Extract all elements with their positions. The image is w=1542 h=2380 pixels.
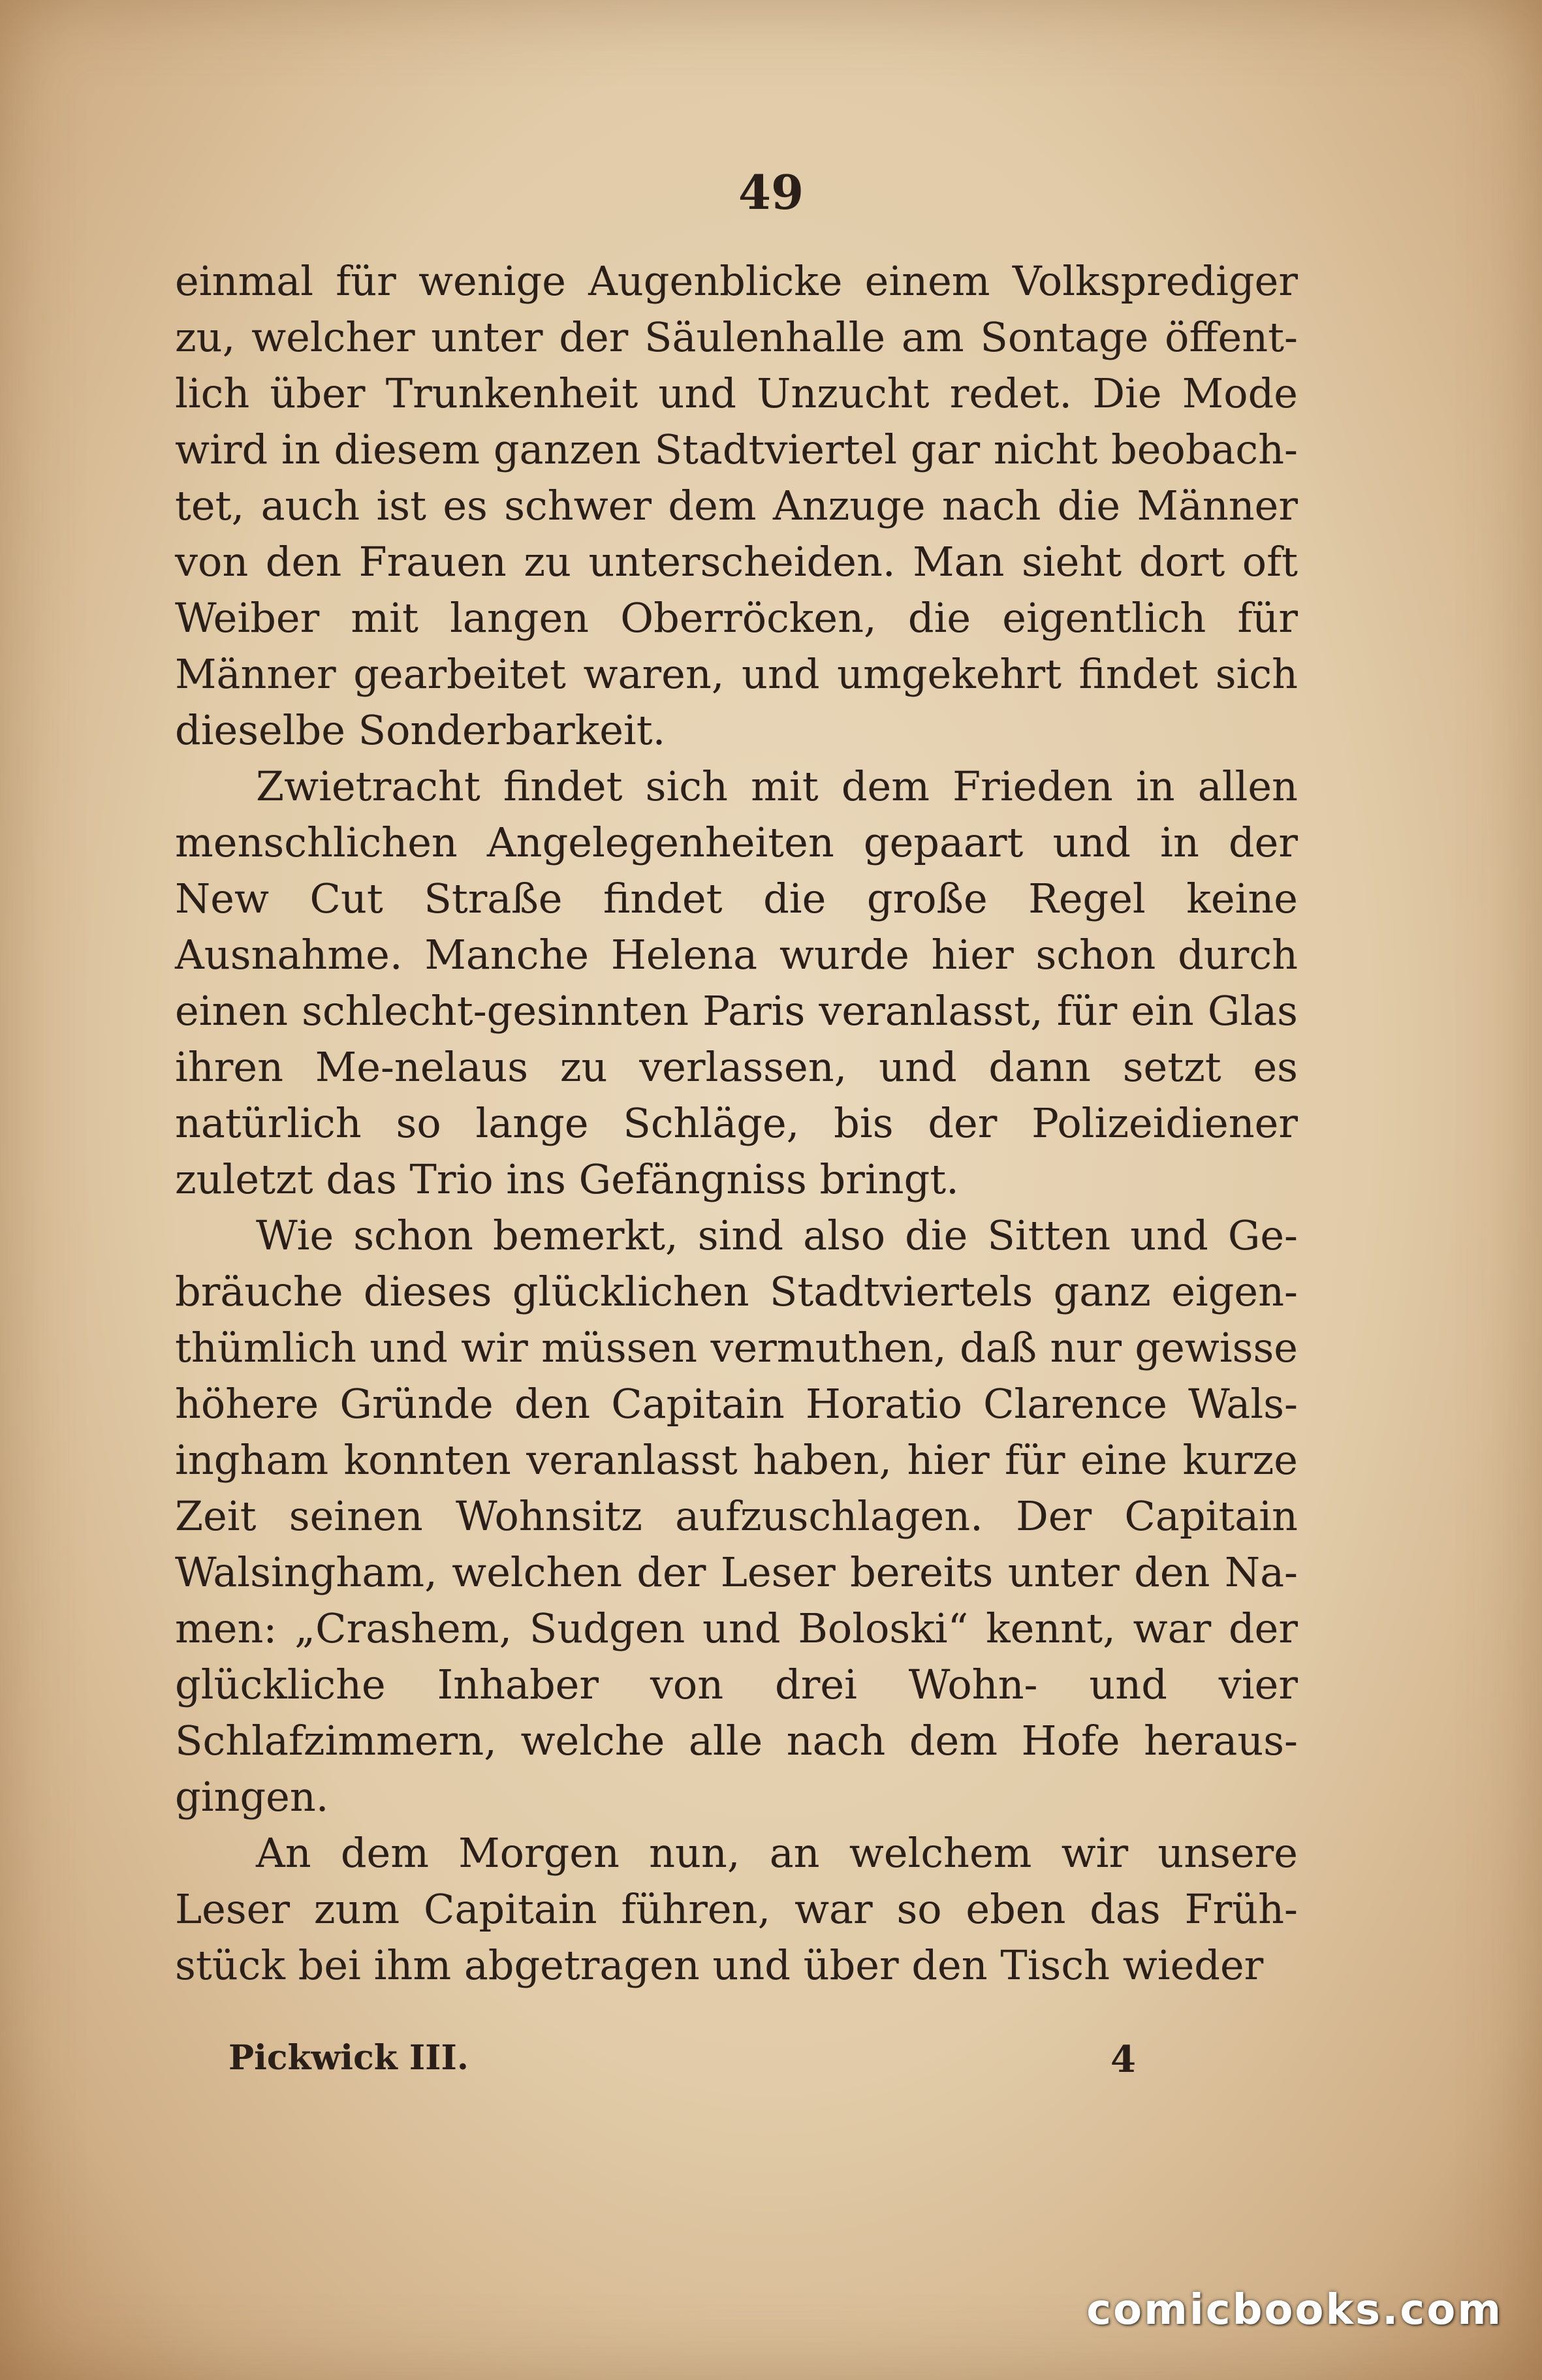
footer-signature: Pickwick III. (228, 2038, 469, 2078)
paragraph-2: Zwietracht findet sich mit dem Frieden in allen menschlichen Angelegenheiten gepaart und in der New Cut Straße findet die große Regel keine Ausnahme. Manche Helena wurde hier schon durch einen schlecht-gesinnten Paris veranlasst, für ein Glas ihren Me-nelaus zu verlassen, und dann setzt es natürlich so lange Schläge, bis der Polizeidiener zuletzt das Trio ins Gefängniss bringt. (175, 762, 1298, 1203)
paragraph-3: Wie schon bemerkt, sind also die Sitten und Ge-bräuche dieses glücklichen Stadtviertels ganz eigen-thümlich und wir müssen vermuthen, daß nur gewisse höhere Gründe den Capitain Horatio Clarence Wals-ingham konnten veranlasst haben, hier für eine kurze Zeit seinen Wohnsitz aufzuschlagen. Der Capitain Walsingham, welchen der Leser bereits unter den Na-men: „Crashem, Sudgen und Boloski“ kennt, war der glückliche Inhaber von drei Wohn- und vier Schlafzimmern, welche alle nach dem Hofe heraus-gingen. (175, 1212, 1298, 1821)
page-number: 49 (738, 164, 804, 220)
paragraph-1: einmal für wenige Augenblicke einem Volksprediger zu, welcher unter der Säulenhalle am Sontage öffent-lich über Trunkenheit und Unzucht redet. Die Mode wird in diesem ganzen Stadtviertel gar nicht beobach-tet, auch ist es schwer dem Anzuge nach die Männer von den Frauen zu unterscheiden. Man sieht dort oft Weiber mit langen Oberröcken, die eigentlich für Männer gearbeitet waren, und umgekehrt findet sich dieselbe Sonderbarkeit. (175, 257, 1298, 754)
body-text (175, 253, 1298, 1994)
footer-signature-mark: 4 (1110, 2038, 1136, 2081)
watermark: comicbooks.com (1086, 2286, 1503, 2334)
paragraph-4: An dem Morgen nun, an welchem wir unsere Leser zum Capitain führen, war so eben das Früh-stück bei ihm abgetragen und über den Tisch wieder (175, 1829, 1298, 1989)
